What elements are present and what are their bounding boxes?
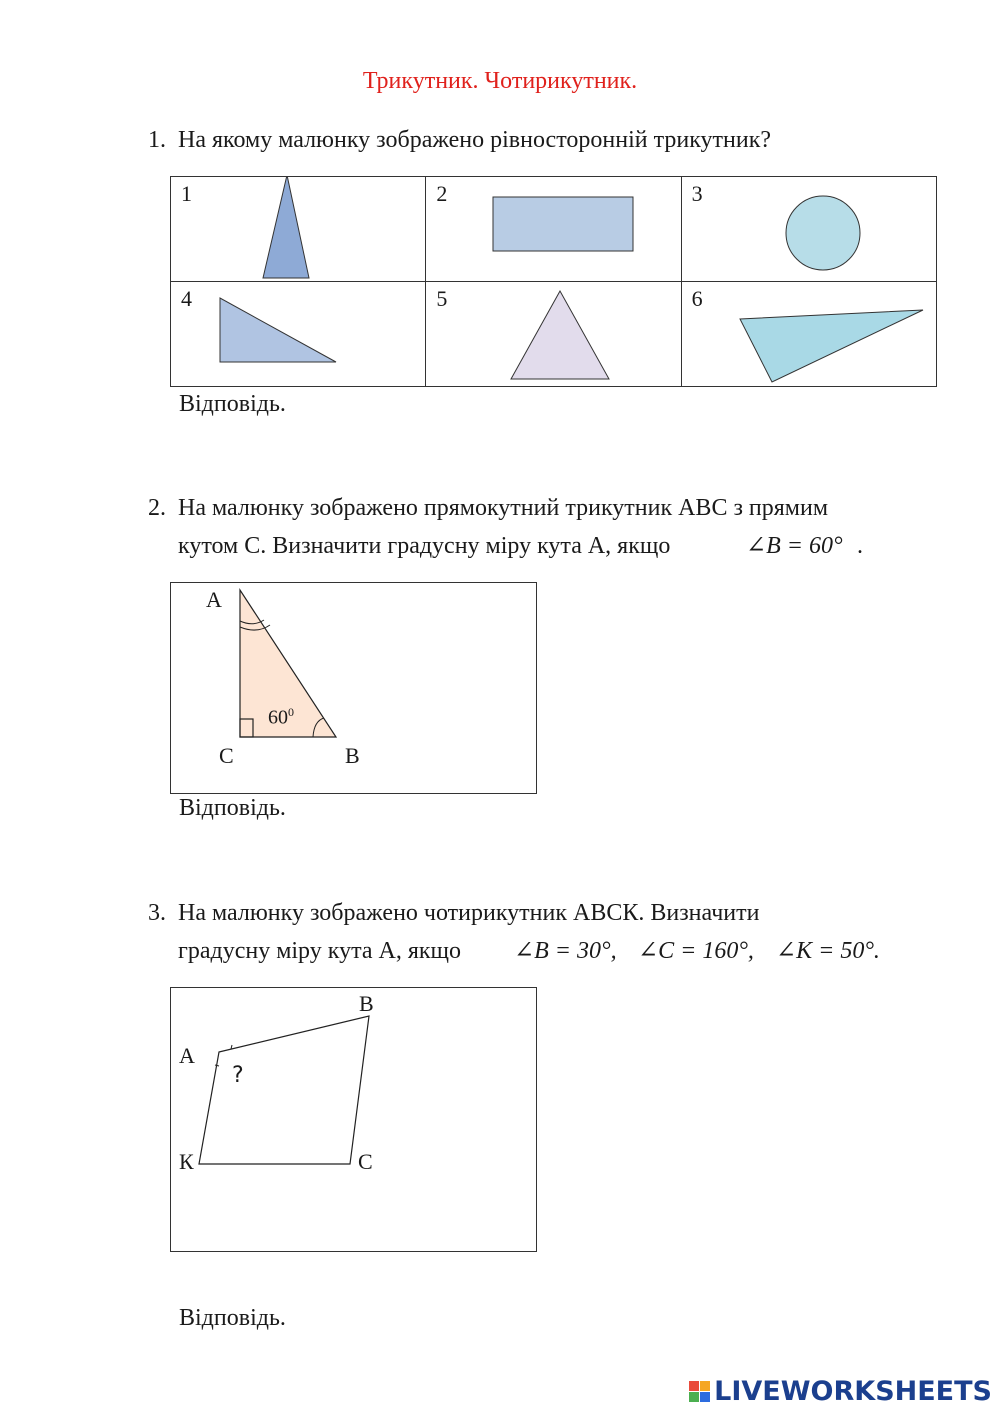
shape-cell-5 bbox=[426, 282, 681, 387]
tall-triangle-shape bbox=[171, 177, 426, 281]
unknown-angle-mark: ? bbox=[232, 1063, 244, 1088]
cell-number: 6 bbox=[691, 286, 703, 311]
right-triangle-shape bbox=[171, 282, 426, 386]
triangle-abc-figure bbox=[170, 582, 537, 794]
page-title: Трикутник. Чотирикутник. bbox=[362, 68, 638, 94]
vertex-b-label: В bbox=[359, 991, 374, 1016]
answer-label-1: Відповідь. bbox=[179, 391, 286, 417]
cell-number: 5 bbox=[436, 286, 448, 311]
angle-condition: ∠B = 60° bbox=[746, 533, 843, 559]
period: . bbox=[857, 533, 863, 559]
cell-number: 3 bbox=[691, 181, 703, 206]
question-1-text: На якому малюнку зображено рівносторонній трикутник? bbox=[178, 127, 772, 153]
angle-c-condition: ∠C = 160°, bbox=[638, 938, 754, 964]
cell-number: 2 bbox=[436, 181, 448, 206]
shape-cell-1 bbox=[171, 177, 426, 282]
circle-shape bbox=[682, 177, 937, 281]
liveworksheets-logo bbox=[689, 1376, 992, 1407]
shape-cell-6 bbox=[681, 282, 936, 387]
question-3 bbox=[0, 894, 1000, 974]
degree-superscript: 0 bbox=[288, 705, 294, 719]
question-3-line-1: На малюнку зображено чотирикутник АВСК. Визначити bbox=[178, 900, 760, 926]
vertex-b-label: В bbox=[345, 743, 360, 768]
vertex-a-label: А bbox=[179, 1043, 195, 1068]
angle-b-condition: ∠B = 30°, bbox=[514, 938, 617, 964]
logo-mark-icon bbox=[689, 1381, 710, 1402]
vertex-k-label: К bbox=[179, 1149, 194, 1174]
angle-b-value bbox=[268, 705, 294, 730]
angle-value: 60 bbox=[268, 706, 288, 729]
shape-cell-4 bbox=[171, 282, 426, 387]
shapes-grid bbox=[170, 176, 937, 387]
scalene-triangle-shape bbox=[682, 282, 937, 386]
vertex-a-label: А bbox=[206, 587, 222, 612]
question-2 bbox=[0, 489, 1000, 569]
answer-label-2: Відповідь. bbox=[179, 795, 286, 821]
angle-k-condition: ∠K = 50°. bbox=[776, 938, 880, 964]
question-2-line-1: На малюнку зображено прямокутний трикутник АВС з прямим bbox=[178, 495, 829, 521]
cell-number: 4 bbox=[181, 286, 192, 311]
question-2-number: 2. bbox=[148, 495, 166, 521]
shape-cell-2 bbox=[426, 177, 681, 282]
shape-cell-3 bbox=[681, 177, 936, 282]
quadrilateral-abck-figure bbox=[170, 987, 537, 1252]
question-3-number: 3. bbox=[148, 900, 166, 926]
cell-number: 1 bbox=[181, 181, 192, 206]
question-2-line-2: кутом С. Визначити градусну міру кута А, якщо bbox=[178, 533, 671, 559]
vertex-c-label: С bbox=[358, 1149, 373, 1174]
answer-label-3: Відповідь. bbox=[179, 1305, 286, 1331]
equilateral-triangle-shape bbox=[426, 282, 681, 386]
question-3-line-2: градусну міру кута А, якщо bbox=[178, 938, 462, 964]
vertex-c-label: С bbox=[219, 743, 234, 768]
question-1 bbox=[0, 121, 1000, 161]
rectangle-shape bbox=[426, 177, 681, 281]
question-1-number: 1. bbox=[148, 127, 166, 153]
logo-text: LIVEWORKSHEETS bbox=[714, 1376, 992, 1407]
quadrilateral-abck-drawing bbox=[171, 988, 536, 1251]
